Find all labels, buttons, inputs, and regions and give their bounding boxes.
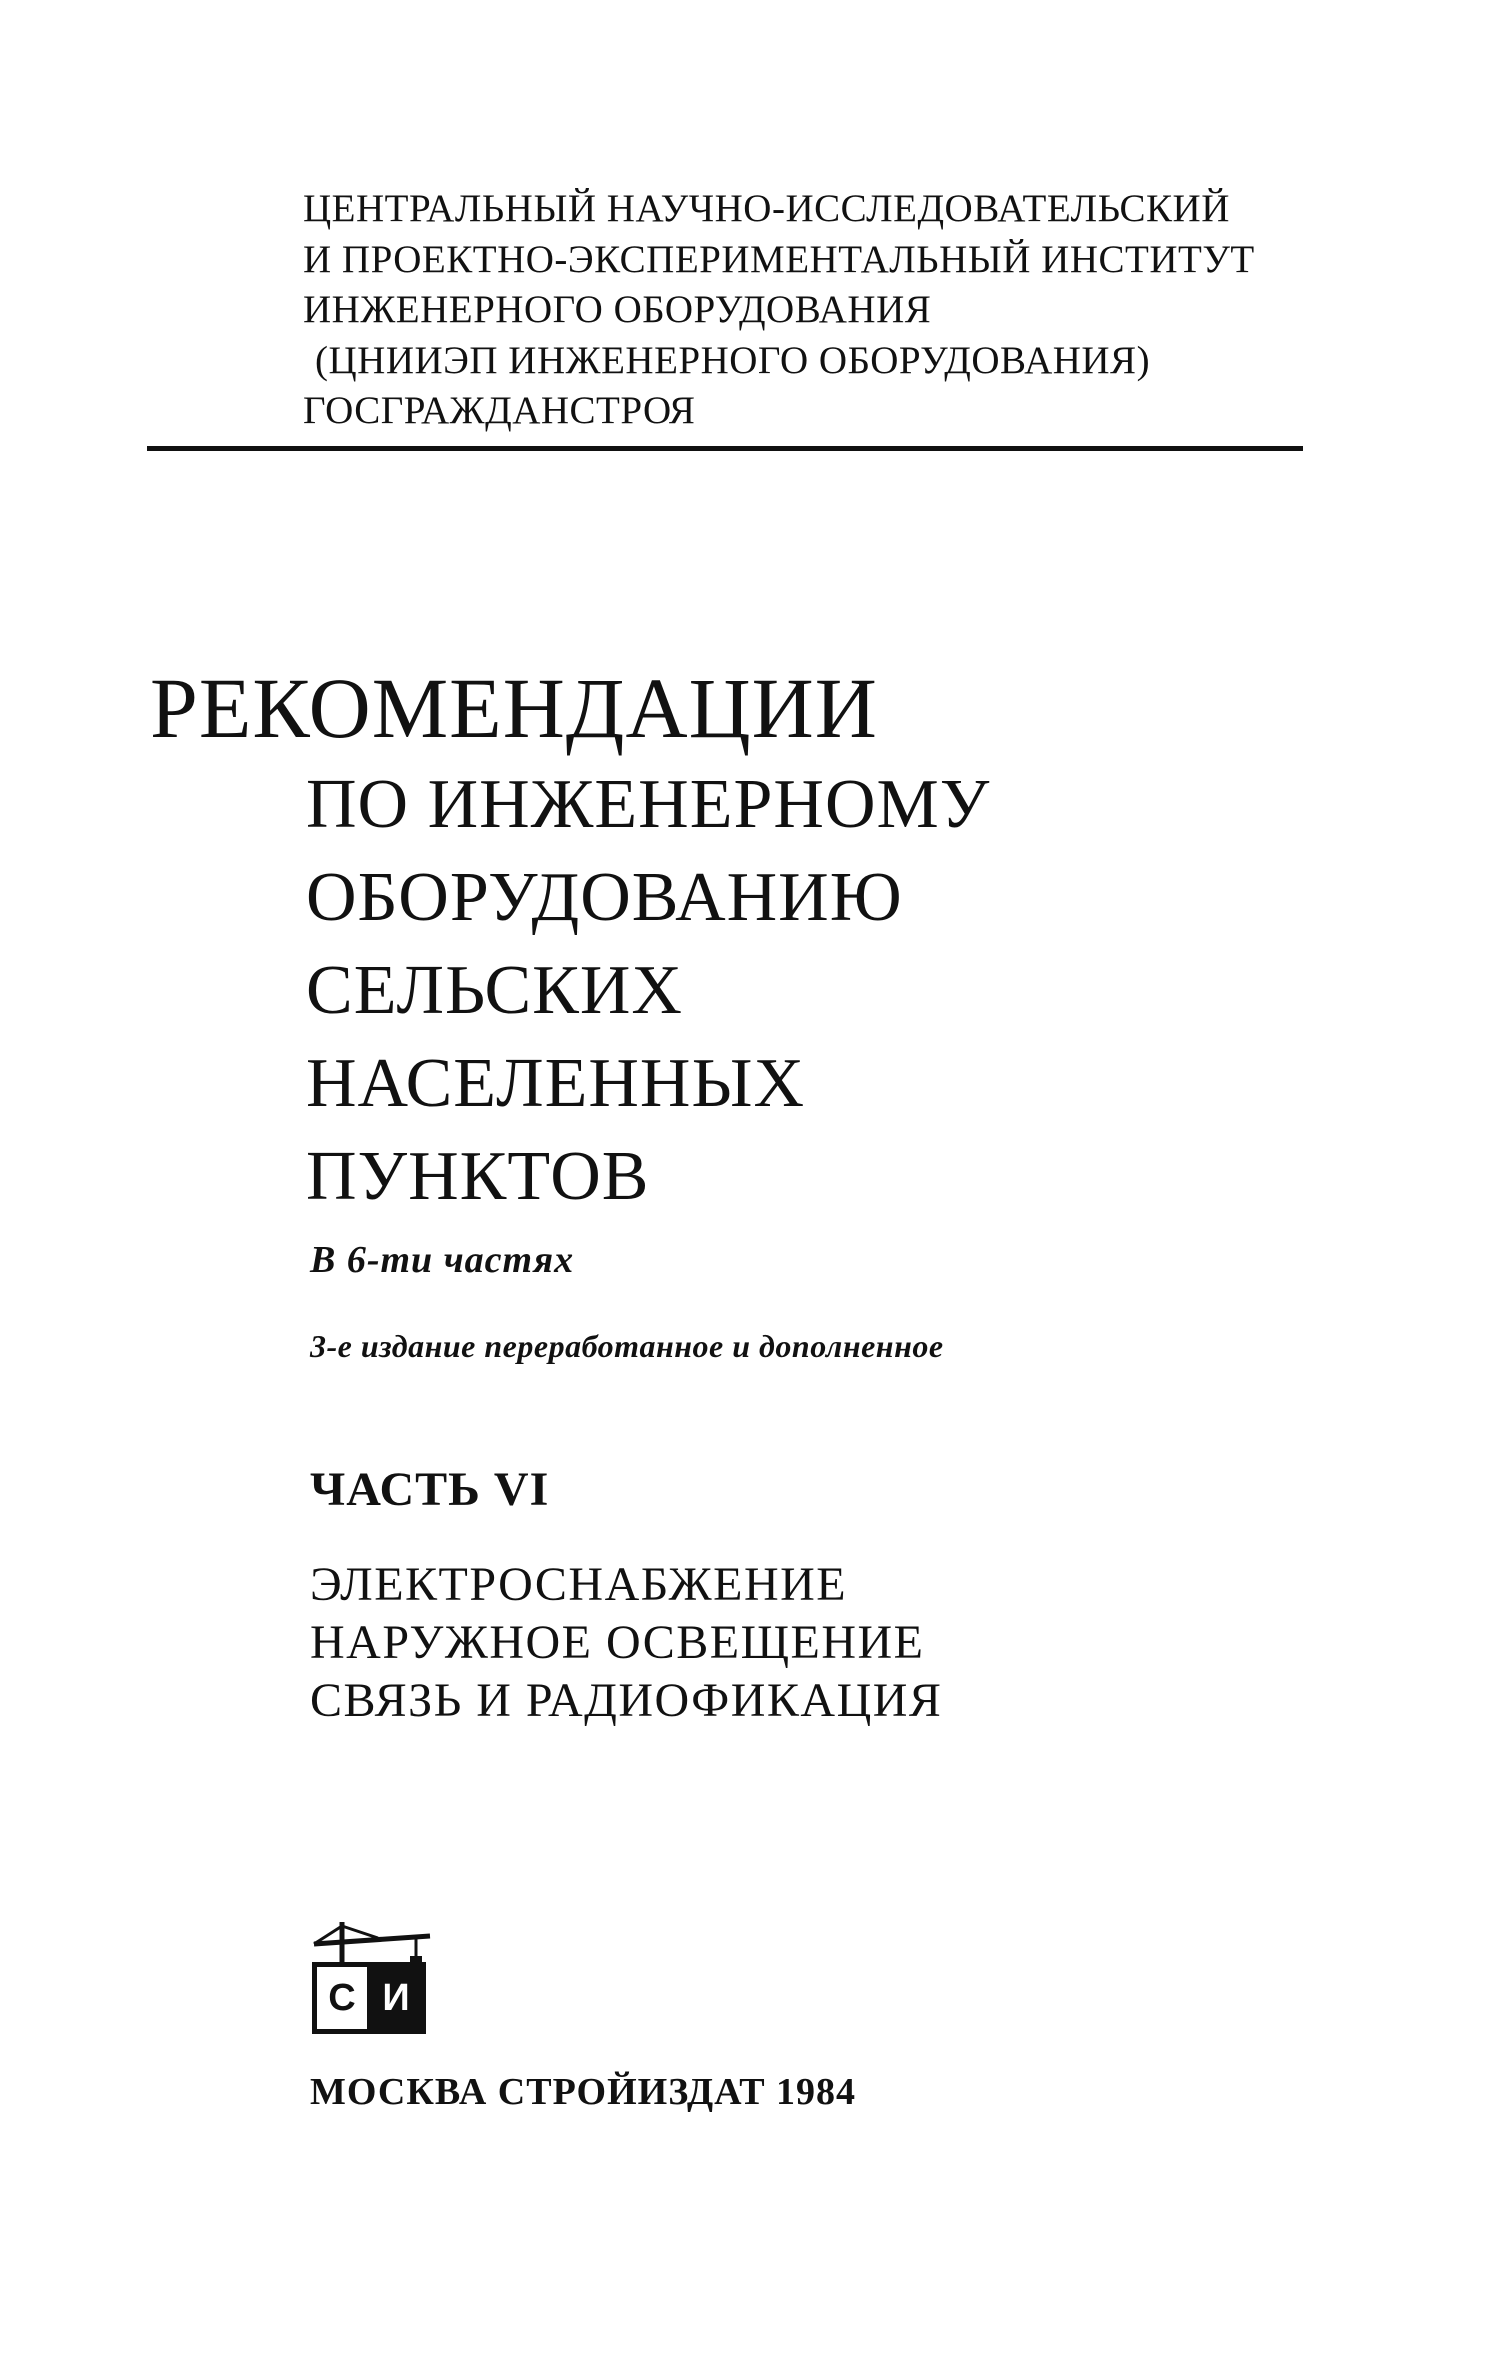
logo-letter: И [371,1967,421,2029]
institute-line: ЦЕНТРАЛЬНЫЙ НАУЧНО-ИССЛЕДОВАТЕЛЬСКИЙ [303,187,1230,230]
subtitle-line: НАСЕЛЕННЫХ [306,1045,806,1122]
part-label: ЧАСТЬ VI [310,1463,550,1516]
part-topics [310,1556,942,1730]
book-subtitle [306,758,990,1223]
institute-header [303,184,1255,437]
publisher-logo [308,1920,436,2040]
header-divider [147,446,1303,451]
topic-line: СВЯЗЬ И РАДИОФИКАЦИЯ [310,1674,943,1727]
logo-box [312,1962,426,2034]
book-title: РЕКОМЕНДАЦИИ [150,660,878,756]
subtitle-line: СЕЛЬСКИХ [306,952,683,1029]
edition-note: 3-е издание переработанное и дополненное [310,1328,944,1364]
subtitle-line: ПО ИНЖЕНЕРНОМУ [306,766,991,843]
logo-letter: С [317,1967,371,2029]
subtitle-line: ПУНКТОВ [306,1138,650,1215]
topic-line: ЭЛЕКТРОСНАБЖЕНИЕ [310,1558,848,1611]
institute-line: ГОСГРАЖДАНСТРОЯ [303,389,696,432]
imprint: МОСКВА СТРОЙИЗДАТ 1984 [310,2071,857,2113]
crane-icon [308,1920,436,1966]
institute-line: (ЦНИИЭП ИНЖЕНЕРНОГО ОБОРУДОВАНИЯ) [315,338,1151,382]
parts-note: В 6-ти частях [310,1239,575,1281]
topic-line: НАРУЖНОЕ ОСВЕЩЕНИЕ [310,1616,925,1669]
institute-line: И ПРОЕКТНО-ЭКСПЕРИМЕНТАЛЬНЫЙ ИНСТИТУТ [303,237,1255,281]
institute-line: ИНЖЕНЕРНОГО ОБОРУДОВАНИЯ [303,288,932,331]
subtitle-line: ОБОРУДОВАНИЮ [306,859,903,936]
